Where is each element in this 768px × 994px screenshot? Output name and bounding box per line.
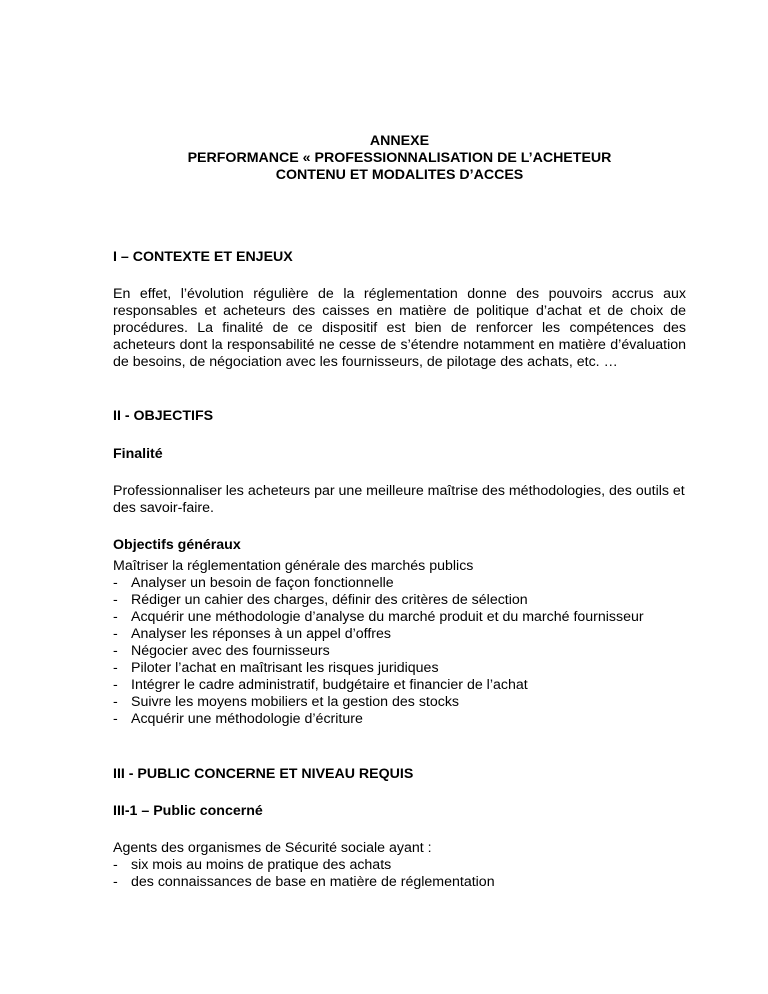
paragraph-contexte: En effet, l’évolution régulière de la réglementation donne des pouvoirs accrus aux responsables et acheteurs des caisses en matière de politique d’achat et de choix de procédures. La finalité de ce dispositif est bien de renforcer les compétences des acheteurs dont la responsabilité ne cesse de s’étendre notamment en matière d’évaluation de besoins, de négociation avec les fournisseurs, de pilotage des achats, etc. … xyxy=(113,286,686,370)
list-item xyxy=(113,874,686,891)
document-title xyxy=(113,133,686,184)
dash-marker: - xyxy=(113,626,118,642)
list-item xyxy=(113,660,686,677)
section-heading-objectifs: II - OBJECTIFS xyxy=(113,408,214,424)
section-heading-public: III - PUBLIC CONCERNE ET NIVEAU REQUIS xyxy=(113,766,414,782)
dash-marker: - xyxy=(113,609,118,625)
subheading-objectifs-generaux: Objectifs généraux xyxy=(113,537,241,553)
list-item xyxy=(113,592,686,609)
list-item xyxy=(113,694,686,711)
list-item xyxy=(113,677,686,694)
objectifs-list xyxy=(113,558,686,728)
list-item-text: Négocier avec des fournisseurs xyxy=(131,643,330,659)
subheading-finalite: Finalité xyxy=(113,446,163,462)
paragraph-finalite: Professionnaliser les acheteurs par une meilleure maîtrise des méthodologies, des outils et des savoir-faire. xyxy=(113,483,685,516)
list-item xyxy=(113,643,686,660)
title-line-performance: PERFORMANCE « PROFESSIONNALISATION DE L’ACHETEUR xyxy=(187,150,612,166)
list-item-text: Acquérir une méthodologie d’analyse du marché produit et du marché fournisseur xyxy=(131,609,644,625)
list-item-text: six mois au moins de pratique des achats xyxy=(131,857,392,873)
list-item-text: des connaissances de base en matière de réglementation xyxy=(131,874,495,890)
dash-marker: - xyxy=(113,694,118,710)
dash-marker: - xyxy=(113,874,118,890)
dash-marker: - xyxy=(113,643,118,659)
title-line-contenu: CONTENU ET MODALITES D’ACCES xyxy=(275,167,524,183)
dash-marker: - xyxy=(113,857,118,873)
objectifs-intro-text: Maîtriser la réglementation générale des marchés publics xyxy=(113,558,474,574)
list-item-text: Analyser un besoin de façon fonctionnelle xyxy=(131,575,394,591)
dash-marker: - xyxy=(113,575,118,591)
section-heading-contexte: I – CONTEXTE ET ENJEUX xyxy=(113,249,293,265)
list-item xyxy=(113,857,686,874)
list-item-text: Intégrer le cadre administratif, budgétaire et financier de l’achat xyxy=(131,677,528,693)
public-list xyxy=(113,840,686,891)
dash-marker: - xyxy=(113,660,118,676)
objectifs-intro xyxy=(113,558,686,575)
list-item-text: Piloter l’achat en maîtrisant les risques juridiques xyxy=(131,660,439,676)
public-intro-text: Agents des organismes de Sécurité sociale ayant : xyxy=(113,840,432,856)
list-item xyxy=(113,609,686,626)
list-item-text: Acquérir une méthodologie d’écriture xyxy=(131,711,363,727)
list-item-text: Analyser les réponses à un appel d’offres xyxy=(131,626,392,642)
list-item xyxy=(113,575,686,592)
list-item xyxy=(113,626,686,643)
list-item-text: Suivre les moyens mobiliers et la gestion des stocks xyxy=(131,694,460,710)
subheading-public-concerne: III-1 – Public concerné xyxy=(113,803,263,819)
public-intro xyxy=(113,840,686,857)
dash-marker: - xyxy=(113,711,118,727)
dash-marker: - xyxy=(113,677,118,693)
dash-marker: - xyxy=(113,592,118,608)
title-line-annexe: ANNEXE xyxy=(369,133,430,149)
list-item xyxy=(113,711,686,728)
list-item-text: Rédiger un cahier des charges, définir des critères de sélection xyxy=(131,592,528,608)
